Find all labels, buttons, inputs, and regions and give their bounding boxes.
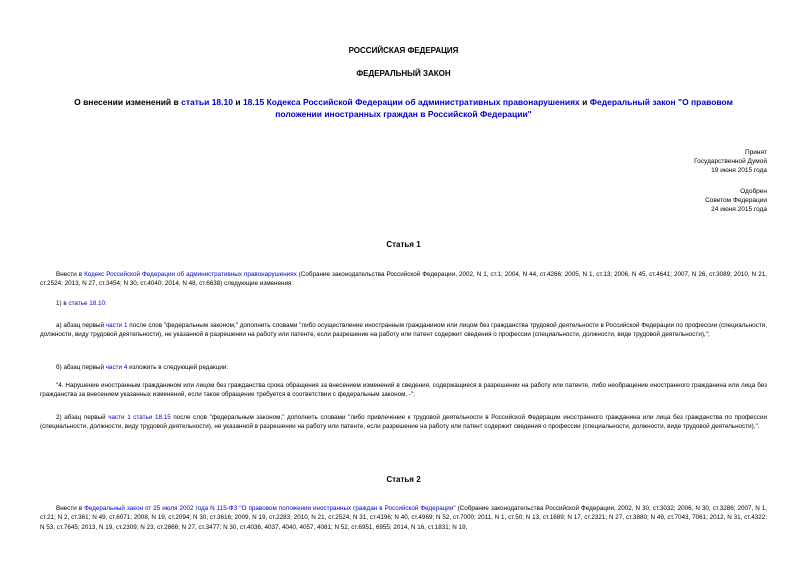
- link-federal-law-115[interactable]: Федеральный закон от 25 июля 2002 года N 115-ФЗ "О правовом положении иностранных граждан в Российской Федерации": [84, 505, 456, 512]
- title-prefix: О внесении изменений в: [74, 97, 182, 107]
- paragraph-text: (Собрание законодательства Российской Федерации, 2002, N 30, ст.3032; 2006, N 30, ст.3286; 2007, N 1, ст.21; N 2, ст.361; N 49, ст.6071; 2008, N 19, ст.2094; N 30, ст.3616; 2009, N 19, ст.2283; 2010, N 21, ст.2524; N 31, ст.4196; N 40, ст.4969; N 52, ст.7000; 2011, N 1, ст.50; N 13, ст.1689; N 17, ст.2321; N 27, ст.3880; N 49, ст.7043, 7061; 2012, N 31, ст.4322; N 53, ст.7645; 2013, N 19, ст.2309; N 23, ст.2866; N 27, ст.3477; N 30, ст.4036, 4037, 4040, 4057, 4081; N 52, ст.6951, 6955; 2014, N 16, ст.1831; N 19,: [40, 505, 767, 531]
- document-type-heading: ФЕДЕРАЛЬНЫЙ ЗАКОН: [356, 69, 451, 78]
- accepted-date: 19 июня 2015 года: [711, 167, 767, 174]
- article-2-paragraph-intro: [40, 504, 767, 532]
- accepted-block: [694, 148, 767, 175]
- country-heading: РОССИЙСКАЯ ФЕДЕРАЦИЯ: [348, 46, 459, 55]
- law-title: [60, 97, 747, 120]
- approved-block: [705, 187, 767, 214]
- paragraph-text: б) абзац первый: [56, 364, 106, 371]
- paragraph-text: 1) в: [56, 300, 69, 307]
- paragraph-text: а) абзац первый: [56, 322, 106, 329]
- paragraph-text: Внести в: [56, 271, 85, 278]
- link-part-4[interactable]: части 4: [105, 364, 128, 371]
- paragraph-text: 2) абзац первый: [56, 414, 109, 421]
- paragraph-text: после слов "федеральным законом," дополнить словами "либо привлечение к трудовой деятельности в Российской Федерации иностранного гражданина или лица без гражданства по профессии (специальности, должности, виду трудовой деятельности), не указанной в разрешении на работу или патенте, если разрешение на работу или патент содержит сведения о профессии (специальности, должности, виде трудовой деятельности),".: [40, 414, 767, 431]
- paragraph-text: изложить в следующей редакции:: [127, 364, 229, 371]
- article-1-paragraph-intro: [40, 270, 767, 289]
- paragraph-text: Внести в: [56, 505, 85, 512]
- title-link-article-18-15[interactable]: 18.15 Кодекса Российской Федерации об административных правонарушениях: [242, 97, 580, 107]
- link-part-1[interactable]: части 1: [105, 322, 128, 329]
- article-1-item-1b: [40, 363, 767, 372]
- title-conjunction-2: и: [579, 97, 590, 107]
- title-conjunction: и: [232, 97, 243, 107]
- article-1-item-1: [40, 299, 767, 308]
- paragraph-text: после слов "федеральным законом," дополнить словами "либо осуществление иностранным гражданином или лицом без гражданства трудовой деятельности в Российской Федерации по профессии (специальности, должности, виду трудовой деятельности), не указанной в разрешении на работу или патенте, если разрешение на работу или патент содержит сведения о профессии (специальности, должности, виде трудовой деятельности),";: [40, 322, 767, 339]
- article-1-item-2: [40, 413, 767, 432]
- accepted-body: Государственной Думой: [694, 158, 767, 165]
- article-1-item-1a: [40, 321, 767, 340]
- link-administrative-code[interactable]: Кодекс Российской Федерации об административных правонарушениях: [84, 271, 297, 278]
- paragraph-text: :: [104, 300, 107, 307]
- approved-label: Одобрен: [740, 188, 767, 195]
- link-part-1-article-18-15[interactable]: части 1 статьи 18.15: [108, 414, 171, 421]
- accepted-label: Принят: [744, 149, 767, 156]
- article-2-heading: Статья 2: [386, 475, 421, 484]
- article-1-quoted-text: "4. Нарушение иностранным гражданином или лицом без гражданства срока обращения за внесением изменений в сведения, содержащиеся в разрешении на работу или патенте, либо необращение иностранного гражданина или лица без гражданства за внесением указанных изменений, если такое обращение требуется в соответствии с федеральным законом, -";: [40, 382, 767, 399]
- title-link-article-18-10[interactable]: статьи 18.10: [181, 97, 233, 107]
- paragraph-text: (Собрание законодательства Российской Федерации, 2002, N 1, ст.1; 2004, N 44, ст.4266; 2005, N 1, ст.13; 2006, N 45, ст.4641; 2007, N 26, ст.3089; 2010, N 21, ст.2524; 2013, N 27, ст.3454; N 30, ст.4040; 2014, N 48, ст.6638) следующие изменения:: [40, 271, 767, 288]
- article-1-heading: Статья 1: [386, 240, 421, 249]
- approved-date: 24 июня 2015 года: [711, 206, 767, 213]
- link-article-18-10[interactable]: статье 18.10: [68, 300, 105, 307]
- title-link-federal-law[interactable]: Федеральный закон "О правовом положении иностранных граждан в Российской Федерации": [275, 97, 733, 119]
- approved-body: Советом Федерации: [705, 197, 767, 204]
